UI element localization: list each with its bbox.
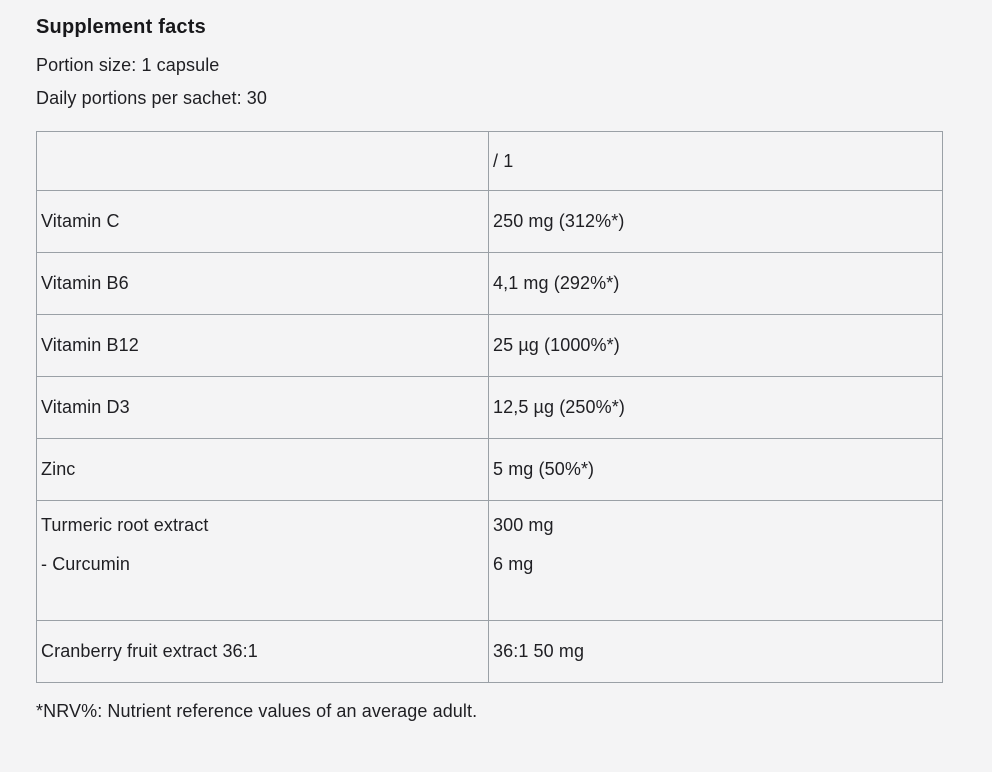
table-row [37, 253, 943, 315]
table-row [37, 377, 943, 439]
nutrient-name: Turmeric root extract [41, 515, 209, 535]
supplement-facts-table [36, 131, 943, 683]
column-header-nutrient [37, 132, 489, 191]
page-title: Supplement facts [36, 16, 206, 38]
table-row [37, 315, 943, 377]
nutrient-subname: - Curcumin [41, 554, 131, 574]
nutrient-name: Vitamin B12 [37, 315, 489, 377]
nutrient-value: 25 µg (1000%*) [489, 315, 943, 377]
table-row [37, 439, 943, 501]
nutrient-value: 12,5 µg (250%*) [489, 377, 943, 439]
nutrient-value-group [489, 501, 943, 621]
daily-portions-text: Daily portions per sachet: 30 [36, 88, 268, 108]
nutrient-value: 36:1 50 mg [489, 621, 943, 683]
table-row [37, 191, 943, 253]
nutrient-name: Vitamin D3 [37, 377, 489, 439]
nutrient-value: 4,1 mg (292%*) [489, 253, 943, 315]
column-header-per-portion: / 1 [489, 132, 943, 191]
nrv-footnote: *NRV%: Nutrient reference values of an average adult. [36, 701, 478, 721]
nutrient-value: 5 mg (50%*) [489, 439, 943, 501]
portion-size-text: Portion size: 1 capsule [36, 55, 220, 75]
nutrient-name-group [37, 501, 489, 621]
nutrient-name: Zinc [37, 439, 489, 501]
table-row [37, 501, 943, 621]
nutrient-name: Vitamin B6 [37, 253, 489, 315]
nutrient-value: 250 mg (312%*) [489, 191, 943, 253]
table-row [37, 621, 943, 683]
nutrient-name: Vitamin C [37, 191, 489, 253]
nutrient-subvalue: 6 mg [493, 554, 534, 574]
nutrient-value: 300 mg [493, 515, 554, 535]
table-header-row [37, 132, 943, 191]
nutrient-name: Cranberry fruit extract 36:1 [37, 621, 489, 683]
